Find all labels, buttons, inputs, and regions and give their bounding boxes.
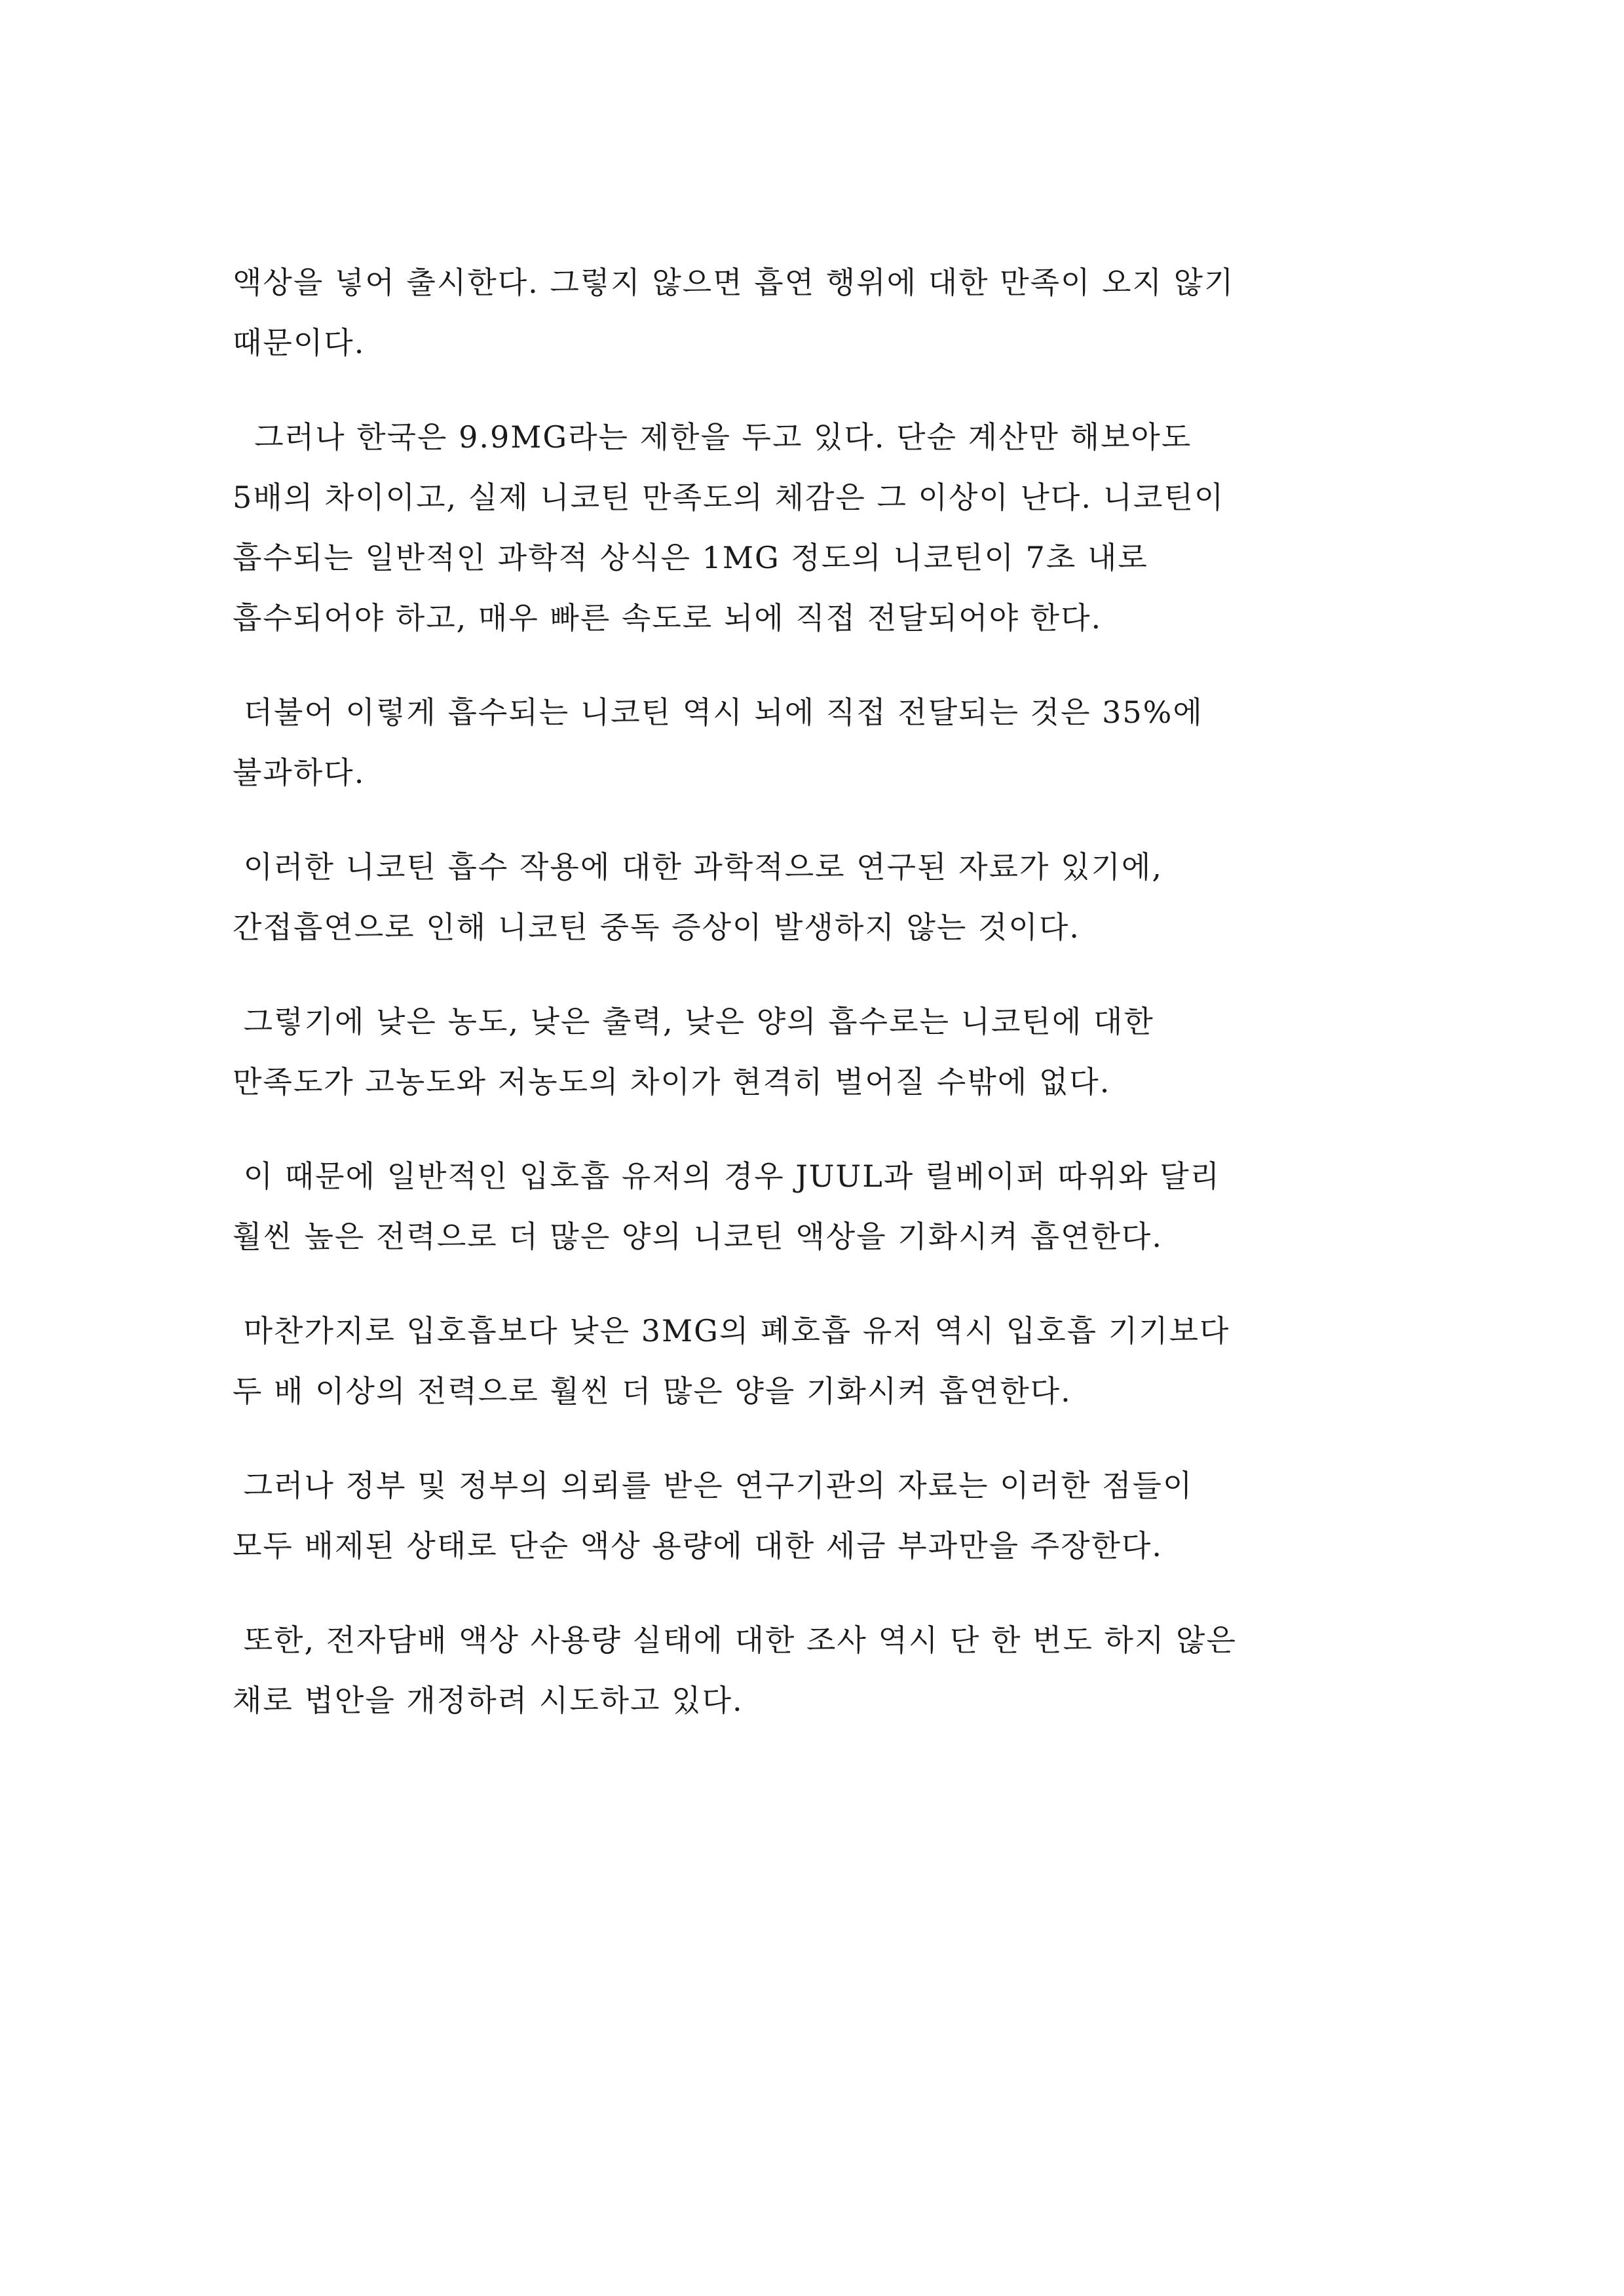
paragraph-4 (233, 837, 1412, 957)
text-line: 불과하다. (233, 755, 366, 790)
text-line: 그렇기에 낮은 농도, 낮은 출력, 낮은 양의 흡수로는 니코틴에 대한 (233, 1004, 1154, 1039)
text-line: 때문이다. (233, 325, 366, 360)
paragraph-9 (233, 1610, 1412, 1731)
paragraph-2 (233, 407, 1412, 648)
text-line: 그러나 한국은 9.9MG라는 제한을 두고 있다. 단순 계산만 해보아도 (233, 419, 1192, 455)
paragraph-7 (233, 1301, 1412, 1421)
paragraph-1 (233, 252, 1412, 373)
text-line: 이 때문에 일반적인 입호흡 유저의 경우 JUUL과 릴베이퍼 따위와 달리 (233, 1158, 1221, 1194)
text-line: 5배의 차이이고, 실제 니코틴 만족도의 체감은 그 이상이 난다. 니코틴이 (233, 480, 1225, 515)
document-body (233, 252, 1412, 1765)
text-line: 액상을 넣어 출시한다. 그렇지 않으면 흡연 행위에 대한 만족이 오지 않기 (233, 265, 1235, 300)
paragraph-6 (233, 1146, 1412, 1267)
text-line: 간접흡연으로 인해 니코틴 중독 증상이 발생하지 않는 것이다. (233, 909, 1080, 945)
text-line: 만족도가 고농도와 저농도의 차이가 현격히 벌어질 수밖에 없다. (233, 1064, 1111, 1100)
paragraph-5 (233, 991, 1412, 1112)
paragraph-8 (233, 1455, 1412, 1576)
text-line: 또한, 전자담배 액상 사용량 실태에 대한 조사 역시 단 한 번도 하지 않은 (233, 1622, 1237, 1658)
text-line: 채로 법안을 개정하려 시도하고 있다. (233, 1683, 744, 1718)
text-line: 마찬가지로 입호흡보다 낮은 3MG의 폐호흡 유저 역시 입호흡 기기보다 (233, 1313, 1230, 1349)
text-line: 이러한 니코틴 흡수 작용에 대한 과학적으로 연구된 자료가 있기에, (233, 849, 1163, 885)
text-line: 흡수되어야 하고, 매우 빠른 속도로 뇌에 직접 전달되어야 한다. (233, 600, 1103, 636)
text-line: 모두 배제된 상태로 단순 액상 용량에 대한 세금 부과만을 주장한다. (233, 1528, 1163, 1563)
text-line: 훨씬 높은 전력으로 더 많은 양의 니코틴 액상을 기화시켜 흡연한다. (233, 1219, 1163, 1254)
text-line: 그러나 정부 및 정부의 의뢰를 받은 연구기관의 자료는 이러한 점들이 (233, 1468, 1194, 1503)
text-line: 더불어 이렇게 흡수되는 니코틴 역시 뇌에 직접 전달되는 것은 35%에 (233, 695, 1203, 730)
paragraph-3 (233, 682, 1412, 803)
text-line: 두 배 이상의 전력으로 훨씬 더 많은 양을 기화시켜 흡연한다. (233, 1373, 1072, 1409)
text-line: 흡수되는 일반적인 과학적 상식은 1MG 정도의 니코틴이 7초 내로 (233, 540, 1148, 575)
